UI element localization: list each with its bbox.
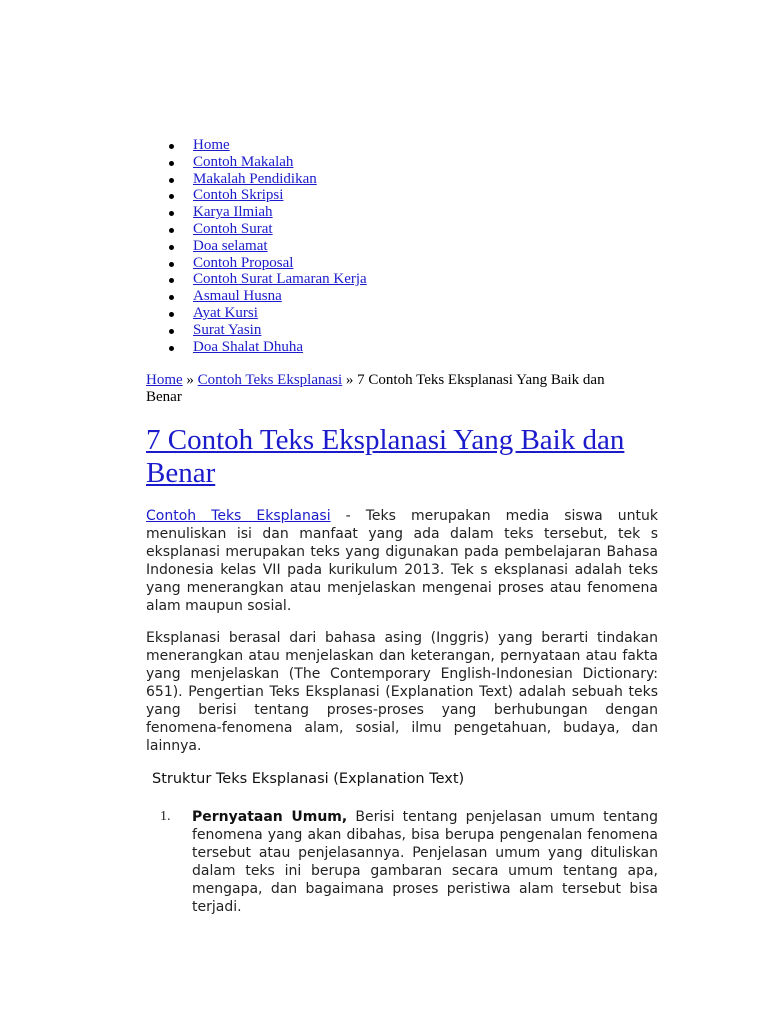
intro-text: - Teks merupakan media siswa untuk menuliskan isi dan manfaat yang ada dalam teks tersebut, tek s eksplanasi merupakan teks yang digunakan pada pembelajaran Bahasa Indonesia kelas VII pada kurikulum 2013. Tek s eksplanasi adalah teks yang menerangkan atau menjelaskan mengenai proses atau fenomena alam maupun sosial. [146,508,658,614]
breadcrumb [146,372,636,406]
breadcrumb-current: 7 Contoh Teks Eksplanasi Yang Baik dan Benar [146,372,605,405]
list-item-text: Berisi tentang penjelasan umum tentang fenomena yang akan dibahas, bisa berupa pengenalan fenomena tersebut atau penjelasannya. Penjelasan umum yang dituliskan dalam teks ini berupa gambaran secara umum tentang apa, mengapa, dan bagaimana proses peristiwa alam tersebut bisa terjadi. [192,809,658,915]
nav-link-contoh-surat-lamaran-kerja[interactable]: Contoh Surat Lamaran Kerja [193,271,367,288]
nav-link-doa-selamat[interactable]: Doa selamat [193,237,268,254]
nav-item-home [165,137,367,154]
nav-item-contoh-makalah [165,154,367,171]
nav-item-ayat-kursi [165,305,367,322]
breadcrumb-category-link[interactable]: Contoh Teks Eksplanasi [197,372,343,388]
nav-item-contoh-proposal [165,255,367,272]
structure-list-item [160,808,658,916]
breadcrumb-separator: » [345,372,354,388]
list-number: 1. [160,809,171,824]
nav-list [165,137,367,355]
nav-link-karya-ilmiah[interactable]: Karya Ilmiah [193,204,273,221]
nav-item-contoh-skripsi [165,187,367,204]
page-title [146,424,656,490]
nav-link-asmaul-husna[interactable]: Asmaul Husna [193,288,282,305]
structure-list [160,808,658,916]
nav-link-home[interactable]: Home [193,137,230,153]
breadcrumb-home-link[interactable]: Home [146,372,183,388]
breadcrumb-separator: » [186,372,194,388]
nav-link-doa-shalat-dhuha[interactable]: Doa Shalat Dhuha [193,338,303,355]
nav-item-contoh-surat-lamaran-kerja [165,271,367,288]
nav-link-contoh-proposal[interactable]: Contoh Proposal [193,254,294,271]
nav-link-contoh-surat[interactable]: Contoh Surat [193,220,273,237]
nav-item-doa-selamat [165,238,367,255]
nav-item-makalah-pendidikan [165,171,367,188]
intro-link[interactable]: Contoh Teks Eksplanasi [146,508,331,524]
nav-item-karya-ilmiah [165,204,367,221]
nav-link-surat-yasin[interactable]: Surat Yasin [193,321,262,338]
nav-link-makalah-pendidikan[interactable]: Makalah Pendidikan [193,170,317,187]
nav-item-contoh-surat [165,221,367,238]
definition-paragraph: Eksplanasi berasal dari bahasa asing (Inggris) yang berarti tindakan menerangkan atau menjelaskan dan keterangan, pernyataan atau fakta yang menjelaskan (The Contemporary English-Indonesian Dictionary: 651). Pengertian Teks Eksplanasi (Explanation Text) adalah sebuah teks yang berisi tentang proses-proses yang berhubungan dengan fenomena-fenomena alam, sosial, ilmu pengetahuan, budaya, dan lainnya. [146,630,658,754]
nav-link-ayat-kursi[interactable]: Ayat Kursi [193,304,258,321]
nav-link-contoh-makalah[interactable]: Contoh Makalah [193,153,294,170]
nav-link-contoh-skripsi[interactable]: Contoh Skripsi [193,187,284,204]
nav-item-doa-shalat-dhuha [165,339,367,356]
section-heading: Struktur Teks Eksplanasi (Explanation Text) [152,771,465,787]
intro-paragraph [146,507,658,615]
nav-item-surat-yasin [165,322,367,339]
list-item-title: Pernyataan Umum, [192,809,348,825]
nav-item-asmaul-husna [165,288,367,305]
page-title-link[interactable]: 7 Contoh Teks Eksplanasi Yang Baik dan Benar [146,424,625,489]
